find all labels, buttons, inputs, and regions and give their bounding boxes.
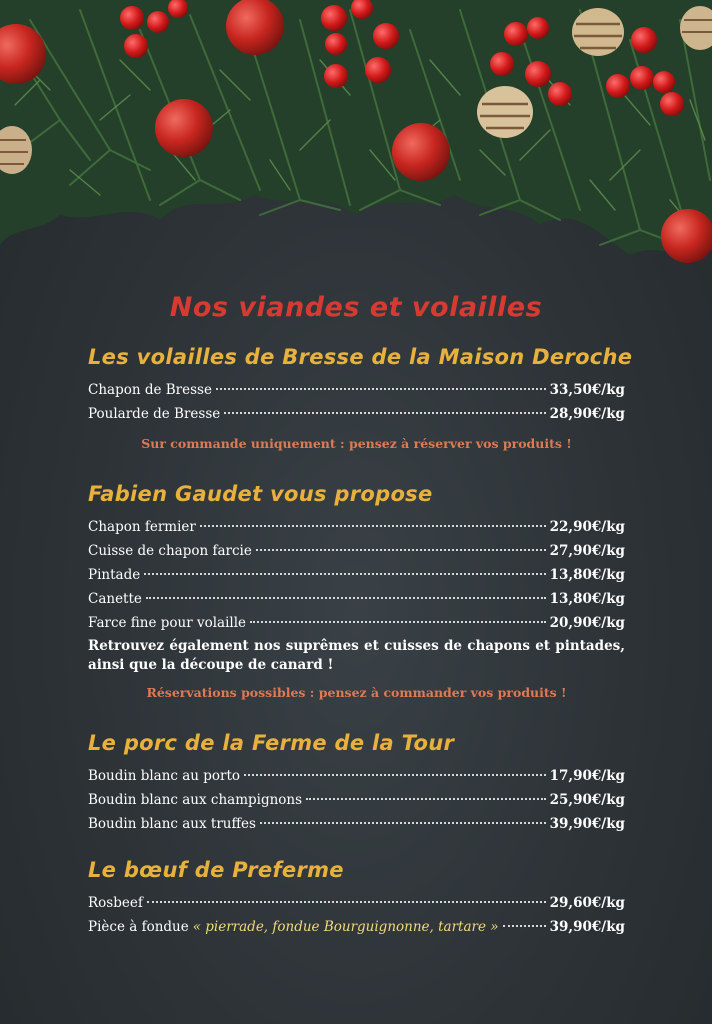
item-name: Chapon fermier <box>88 519 196 535</box>
section-boeuf-preferme <box>88 858 625 939</box>
dot-leader <box>260 822 546 824</box>
menu-item <box>88 891 625 915</box>
section-note: Retrouvez également nos suprêmes et cuisses de chapons et pintades, ainsi que la découpe de canard ! <box>88 638 625 673</box>
item-name: Poularde de Bresse <box>88 406 221 422</box>
menu-item <box>88 378 625 402</box>
menu-item <box>88 587 625 611</box>
item-name: Boudin blanc aux truffes <box>88 816 256 832</box>
item-subtitle: « pierrade, fondue Bourguignonne, tartare » <box>192 919 499 935</box>
item-price: 25,90€/kg <box>549 792 625 808</box>
section-volailles-bresse <box>88 345 633 451</box>
item-price: 29,60€/kg <box>549 895 625 911</box>
section-heading: Le bœuf de Preferme <box>88 858 344 882</box>
menu-item <box>88 764 625 788</box>
dot-leader <box>256 549 546 551</box>
dot-leader <box>147 901 546 903</box>
dot-leader <box>216 388 546 390</box>
menu-item <box>88 563 625 587</box>
menu-item <box>88 915 625 939</box>
item-price: 27,90€/kg <box>549 543 625 559</box>
item-name: Pièce à fondue <box>88 919 189 935</box>
item-name: Boudin blanc au porto <box>88 768 241 784</box>
menu-item <box>88 402 625 426</box>
item-price: 20,90€/kg <box>549 615 625 631</box>
item-price: 17,90€/kg <box>549 768 625 784</box>
item-name: Cuisse de chapon farcie <box>88 543 252 559</box>
item-name: Canette <box>88 591 142 607</box>
item-price: 13,80€/kg <box>549 567 625 583</box>
dot-leader <box>244 774 546 776</box>
callout-text: Sur commande uniquement : pensez à réserver vos produits ! <box>141 436 572 451</box>
item-price: 33,50€/kg <box>549 382 625 398</box>
dot-leader <box>306 798 546 800</box>
menu-item <box>88 611 625 635</box>
dot-leader <box>144 573 545 575</box>
menu-item <box>88 515 625 539</box>
item-price: 28,90€/kg <box>549 406 625 422</box>
item-name: Boudin blanc aux champignons <box>88 792 303 808</box>
menu-item <box>88 788 625 812</box>
item-price: 13,80€/kg <box>549 591 625 607</box>
page-title: Nos viandes et volailles <box>169 292 543 323</box>
christmas-garland-decoration <box>0 0 712 280</box>
menu-item <box>88 812 625 836</box>
section-fabien-gaudet <box>88 482 625 700</box>
item-price: 39,90€/kg <box>549 816 625 832</box>
item-name: Pintade <box>88 567 141 583</box>
dot-leader <box>146 597 546 599</box>
menu-item <box>88 539 625 563</box>
dot-leader <box>503 925 546 927</box>
item-name: Chapon de Bresse <box>88 382 212 398</box>
dot-leader <box>250 621 546 623</box>
item-price: 22,90€/kg <box>549 519 625 535</box>
section-porc-ferme-tour <box>88 731 625 836</box>
dot-leader <box>224 412 545 414</box>
item-name: Rosbeef <box>88 895 143 911</box>
dot-leader <box>200 525 546 527</box>
callout-text: Réservations possibles : pensez à commander vos produits ! <box>146 685 567 700</box>
section-heading: Fabien Gaudet vous propose <box>88 482 433 506</box>
section-heading: Le porc de la Ferme de la Tour <box>88 731 455 755</box>
item-name: Farce fine pour volaille <box>88 615 247 631</box>
section-heading: Les volailles de Bresse de la Maison Deroche <box>88 345 633 369</box>
item-price: 39,90€/kg <box>549 919 625 935</box>
